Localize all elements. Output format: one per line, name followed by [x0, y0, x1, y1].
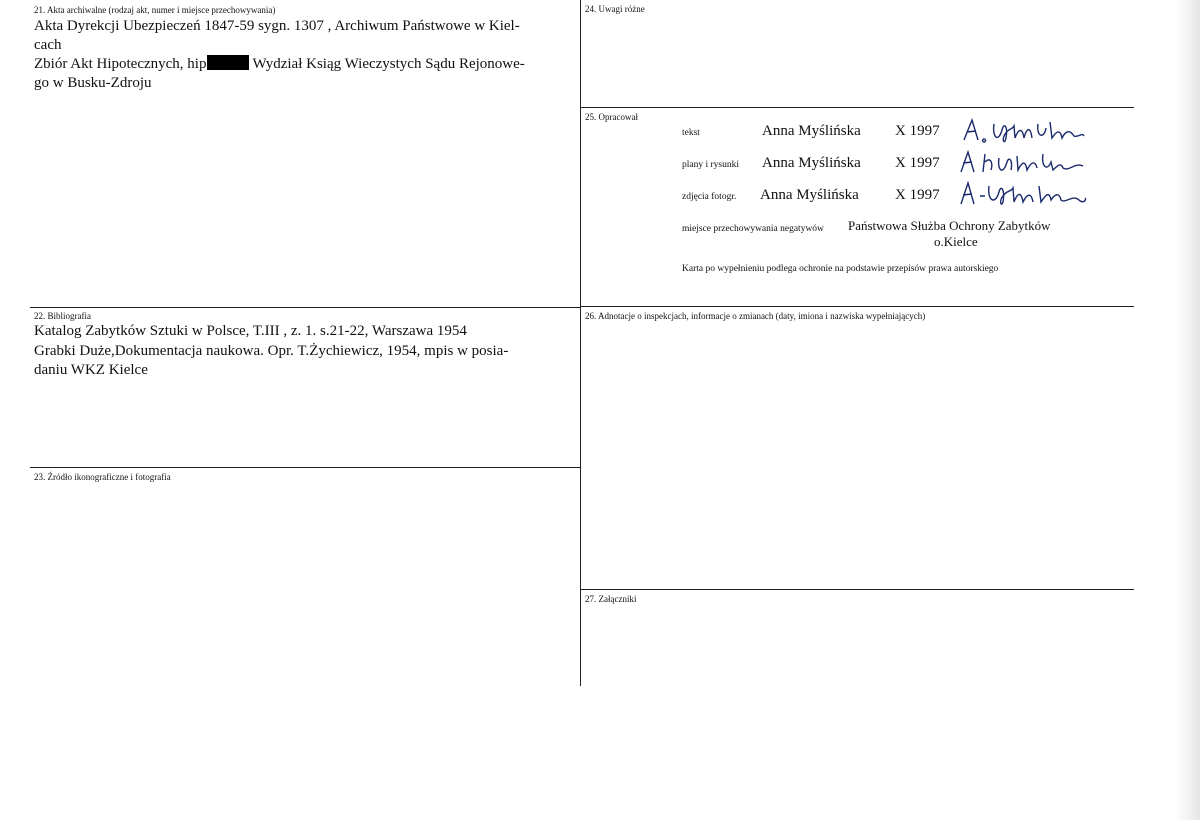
- divider-21-22: [30, 307, 581, 308]
- bibliography-line-2: Grabki Duże,Dokumentacja naukowa. Opr. T.Żychiewicz, 1954, mpis w posia-: [34, 343, 509, 359]
- section-27-label: 27. Załączniki: [585, 594, 637, 604]
- author-name-plans: Anna Myślińska: [762, 155, 861, 171]
- redaction-block: [207, 55, 249, 70]
- section-25-label: 25. Opracował: [585, 112, 638, 122]
- section-24-label: 24. Uwagi różne: [585, 4, 645, 14]
- role-text-label: tekst: [682, 128, 700, 138]
- archival-line-2: cach: [34, 37, 62, 53]
- divider-24-25: [580, 107, 1134, 108]
- author-name-photos: Anna Myślińska: [760, 187, 859, 203]
- date-photos: X 1997: [895, 187, 940, 203]
- vertical-divider: [580, 0, 581, 686]
- section-22-label: 22. Bibliografia: [34, 311, 91, 321]
- negatives-storage-label: miejsce przechowywania negatywów: [682, 224, 824, 234]
- archival-line-3: [34, 55, 525, 74]
- role-photos-label: zdjęcia fotogr.: [682, 192, 737, 202]
- bibliography-line-1: Katalog Zabytków Sztuki w Polsce, T.III , z. 1. s.21-22, Warszawa 1954: [34, 323, 467, 339]
- archival-line-3-end: Wydział Ksiąg Wieczystych Sądu Rejonowe-: [252, 56, 525, 72]
- section-23-label: 23. Źródło ikonograficzne i fotografia: [34, 472, 171, 482]
- archival-line-3-start: Zbiór Akt Hipotecznych, hip: [34, 56, 207, 72]
- divider-26-27: [580, 589, 1134, 590]
- bibliography-line-3: daniu WKZ Kielce: [34, 362, 148, 378]
- signature-photos: [955, 178, 1090, 210]
- divider-22-23: [30, 467, 581, 468]
- negatives-storage-value-2: o.Kielce: [934, 234, 978, 249]
- divider-25-26: [580, 306, 1134, 307]
- date-plans: X 1997: [895, 155, 940, 171]
- archival-line-4: go w Busku-Zdroju: [34, 75, 152, 91]
- section-21-label: 21. Akta archiwalne (rodzaj akt, numer i miejsce przechowywania): [34, 5, 276, 15]
- date-text: X 1997: [895, 123, 940, 139]
- section-26-label: 26. Adnotacje o inspekcjach, informacje o zmianach (daty, imiona i nazwiska wypełniających): [585, 311, 926, 321]
- archival-line-1: Akta Dyrekcji Ubezpieczeń 1847-59 sygn. 1307 , Archiwum Państwowe w Kiel-: [34, 18, 520, 34]
- signature-text: [958, 116, 1093, 146]
- negatives-storage-value-1: Państwowa Służba Ochrony Zabytków: [848, 218, 1051, 233]
- signature-plans: [955, 148, 1090, 178]
- author-name-text: Anna Myślińska: [762, 123, 861, 139]
- role-plans-label: plany i rysunki: [682, 160, 739, 170]
- copyright-note: Karta po wypełnieniu podlega ochronie na podstawie przepisów prawa autorskiego: [682, 264, 999, 274]
- scan-edge-shadow: [1174, 0, 1200, 820]
